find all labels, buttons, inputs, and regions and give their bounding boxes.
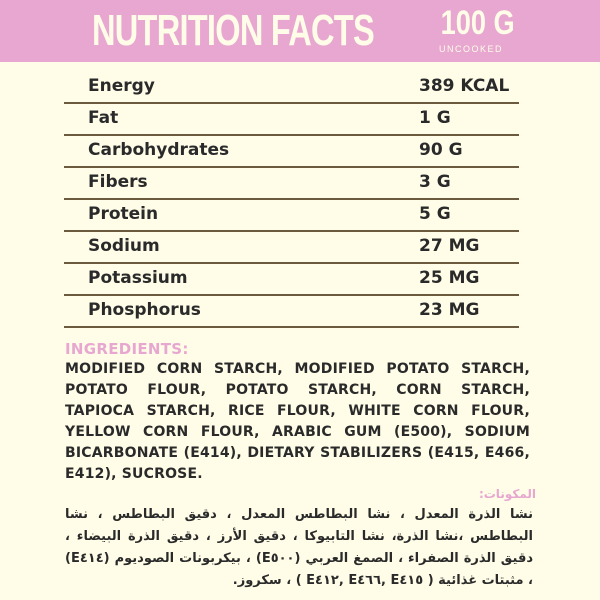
serving-amount: 100 G [440,4,515,42]
fact-name: Phosphorus [88,300,201,320]
fact-value: 23 MG [419,300,480,320]
fact-row-phosphorus [64,296,519,328]
fact-row-sodium [64,232,519,264]
fact-row-fibers [64,168,519,200]
ingredients-label: INGREDIENTS: [65,340,189,358]
fact-value: 3 G [419,172,451,192]
fact-row-potassium [64,264,519,296]
page-title: NUTRITION FACTS [92,6,374,55]
fact-name: Carbohydrates [88,140,230,160]
serving-note: UNCOOKED [438,44,503,54]
fact-value: 1 G [419,108,451,128]
fact-row-energy [64,72,519,104]
fact-row-protein [64,200,519,232]
fact-name: Protein [88,204,159,224]
fact-value: 27 MG [419,236,480,256]
fact-value: 389 KCAL [419,76,510,96]
ingredients-label-arabic: المكونات: [478,487,536,501]
fact-row-fat [64,104,519,136]
fact-value: 25 MG [419,268,480,288]
fact-name: Energy [88,76,155,96]
nutrition-table [64,72,519,328]
fact-name: Sodium [88,236,160,256]
ingredients-text-arabic: نشا الذرة المعدل ، نشا البطاطس المعدل ، دقيق البطاطس ، نشا البطاطس ،نشا الذرة، نشا التابيوكا ، دقيق الأرز ، دقيق الذرة البيضاء ، دقيق الذرة الصفراء ، الصمغ العربي (E٥٠٠) ، بيكربونات الصوديوم (E٤١٤) ، مثبتات غذائية ( E٤١٥ ,E٤٦٦ ,E٤١٢ ) ، سكروز. [65,507,533,588]
fact-name: Fibers [88,172,148,192]
fact-value: 90 G [419,140,463,160]
fact-row-carbohydrates [64,136,519,168]
fact-name: Potassium [88,268,188,288]
fact-name: Fat [88,108,119,128]
fact-value: 5 G [419,204,451,224]
header-banner [0,0,600,62]
ingredients-text: MODIFIED CORN STARCH, MODIFIED POTATO STARCH, POTATO FLOUR, POTATO STARCH, CORN STARCH, TAPIOCA STARCH, RICE FLOUR, WHITE CORN FLOUR, YELLOW CORN FLOUR, ARABIC GUM (E500), SODIUM BICARBONATE (E414), DIETARY STABILIZERS (E415, E466, E412), SUCROSE. [65,361,530,482]
